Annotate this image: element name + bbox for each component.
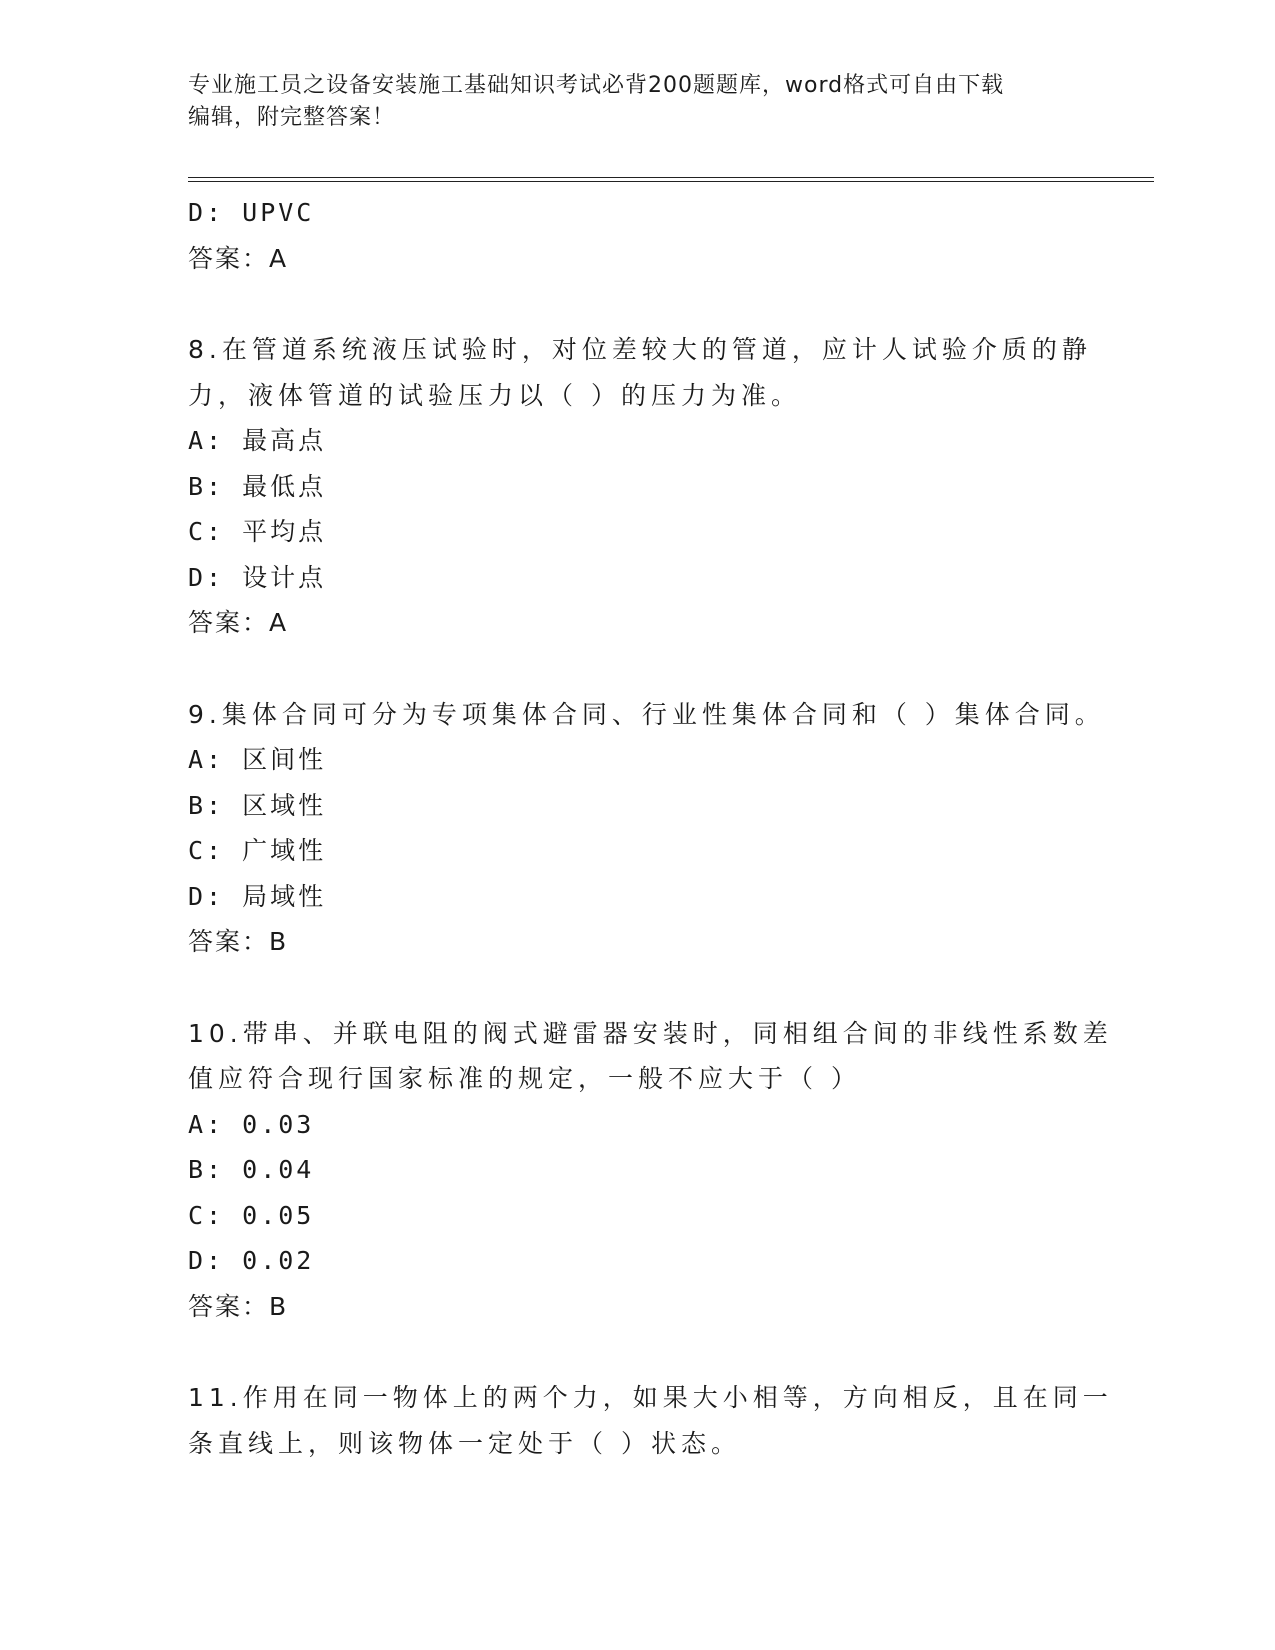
question-list [188,190,1113,1466]
header-line-2: 编辑，附完整答案！ [188,105,396,130]
prev-option-d: D: UPVC [188,198,315,227]
q9-answer: 答案：B [188,927,289,956]
q10-stem-line-1: 10.带串、并联电阻的阀式避雷器安装时，同相组合间的非线性系数差 [188,1018,1113,1048]
spacer [188,1329,1088,1375]
q10-option-b: B: 0.04 [188,1155,315,1184]
header-rule-bottom [188,181,1154,182]
q8-option-b: B: 最低点 [188,471,327,501]
q8-option-c: C: 平均点 [188,517,327,546]
header-line-1: 专业施工员之设备安装施工基础知识考试必背200题题库，word格式可自由下载 [188,73,1005,98]
q10-option-d: D: 0.02 [188,1246,315,1275]
spacer [188,646,1088,692]
q11-stem-line-1: 11.作用在同一物体上的两个力，如果大小相等，方向相反，且在同一 [188,1383,1113,1412]
q8-stem-line-2: 力，液体管道的试验压力以（ ）的压力为准。 [188,380,801,410]
prev-answer: 答案：A [188,243,289,273]
q9-option-c: C: 广域性 [188,836,327,865]
q10-option-c: C: 0.05 [188,1200,315,1230]
q10-option-a: A: 0.03 [188,1109,315,1139]
q9-stem-line-1: 9.集体合同可分为专项集体合同、行业性集体合同和（ ）集体合同。 [188,699,1105,729]
q8-stem-line-1: 8.在管道系统液压试验时，对位差较大的管道，应计人试验介质的静 [188,335,1092,364]
document-header [188,70,1068,134]
q10-stem-line-2: 值应符合现行国家标准的规定，一般不应大于（ ） [188,1064,861,1093]
spacer [188,965,1088,1011]
q8-option-a: A: 最高点 [188,426,327,455]
q9-option-a: A: 区间性 [188,745,327,774]
header-rule-top [188,177,1154,178]
q10-answer: 答案：B [188,1291,289,1321]
q11-stem-line-2: 条直线上，则该物体一定处于（ ）状态。 [188,1428,741,1458]
q9-option-d: D: 局域性 [188,881,327,911]
spacer [188,281,1088,327]
q9-option-b: B: 区域性 [188,790,327,820]
q8-answer: 答案：A [188,608,289,637]
q8-option-d: D: 设计点 [188,562,327,592]
